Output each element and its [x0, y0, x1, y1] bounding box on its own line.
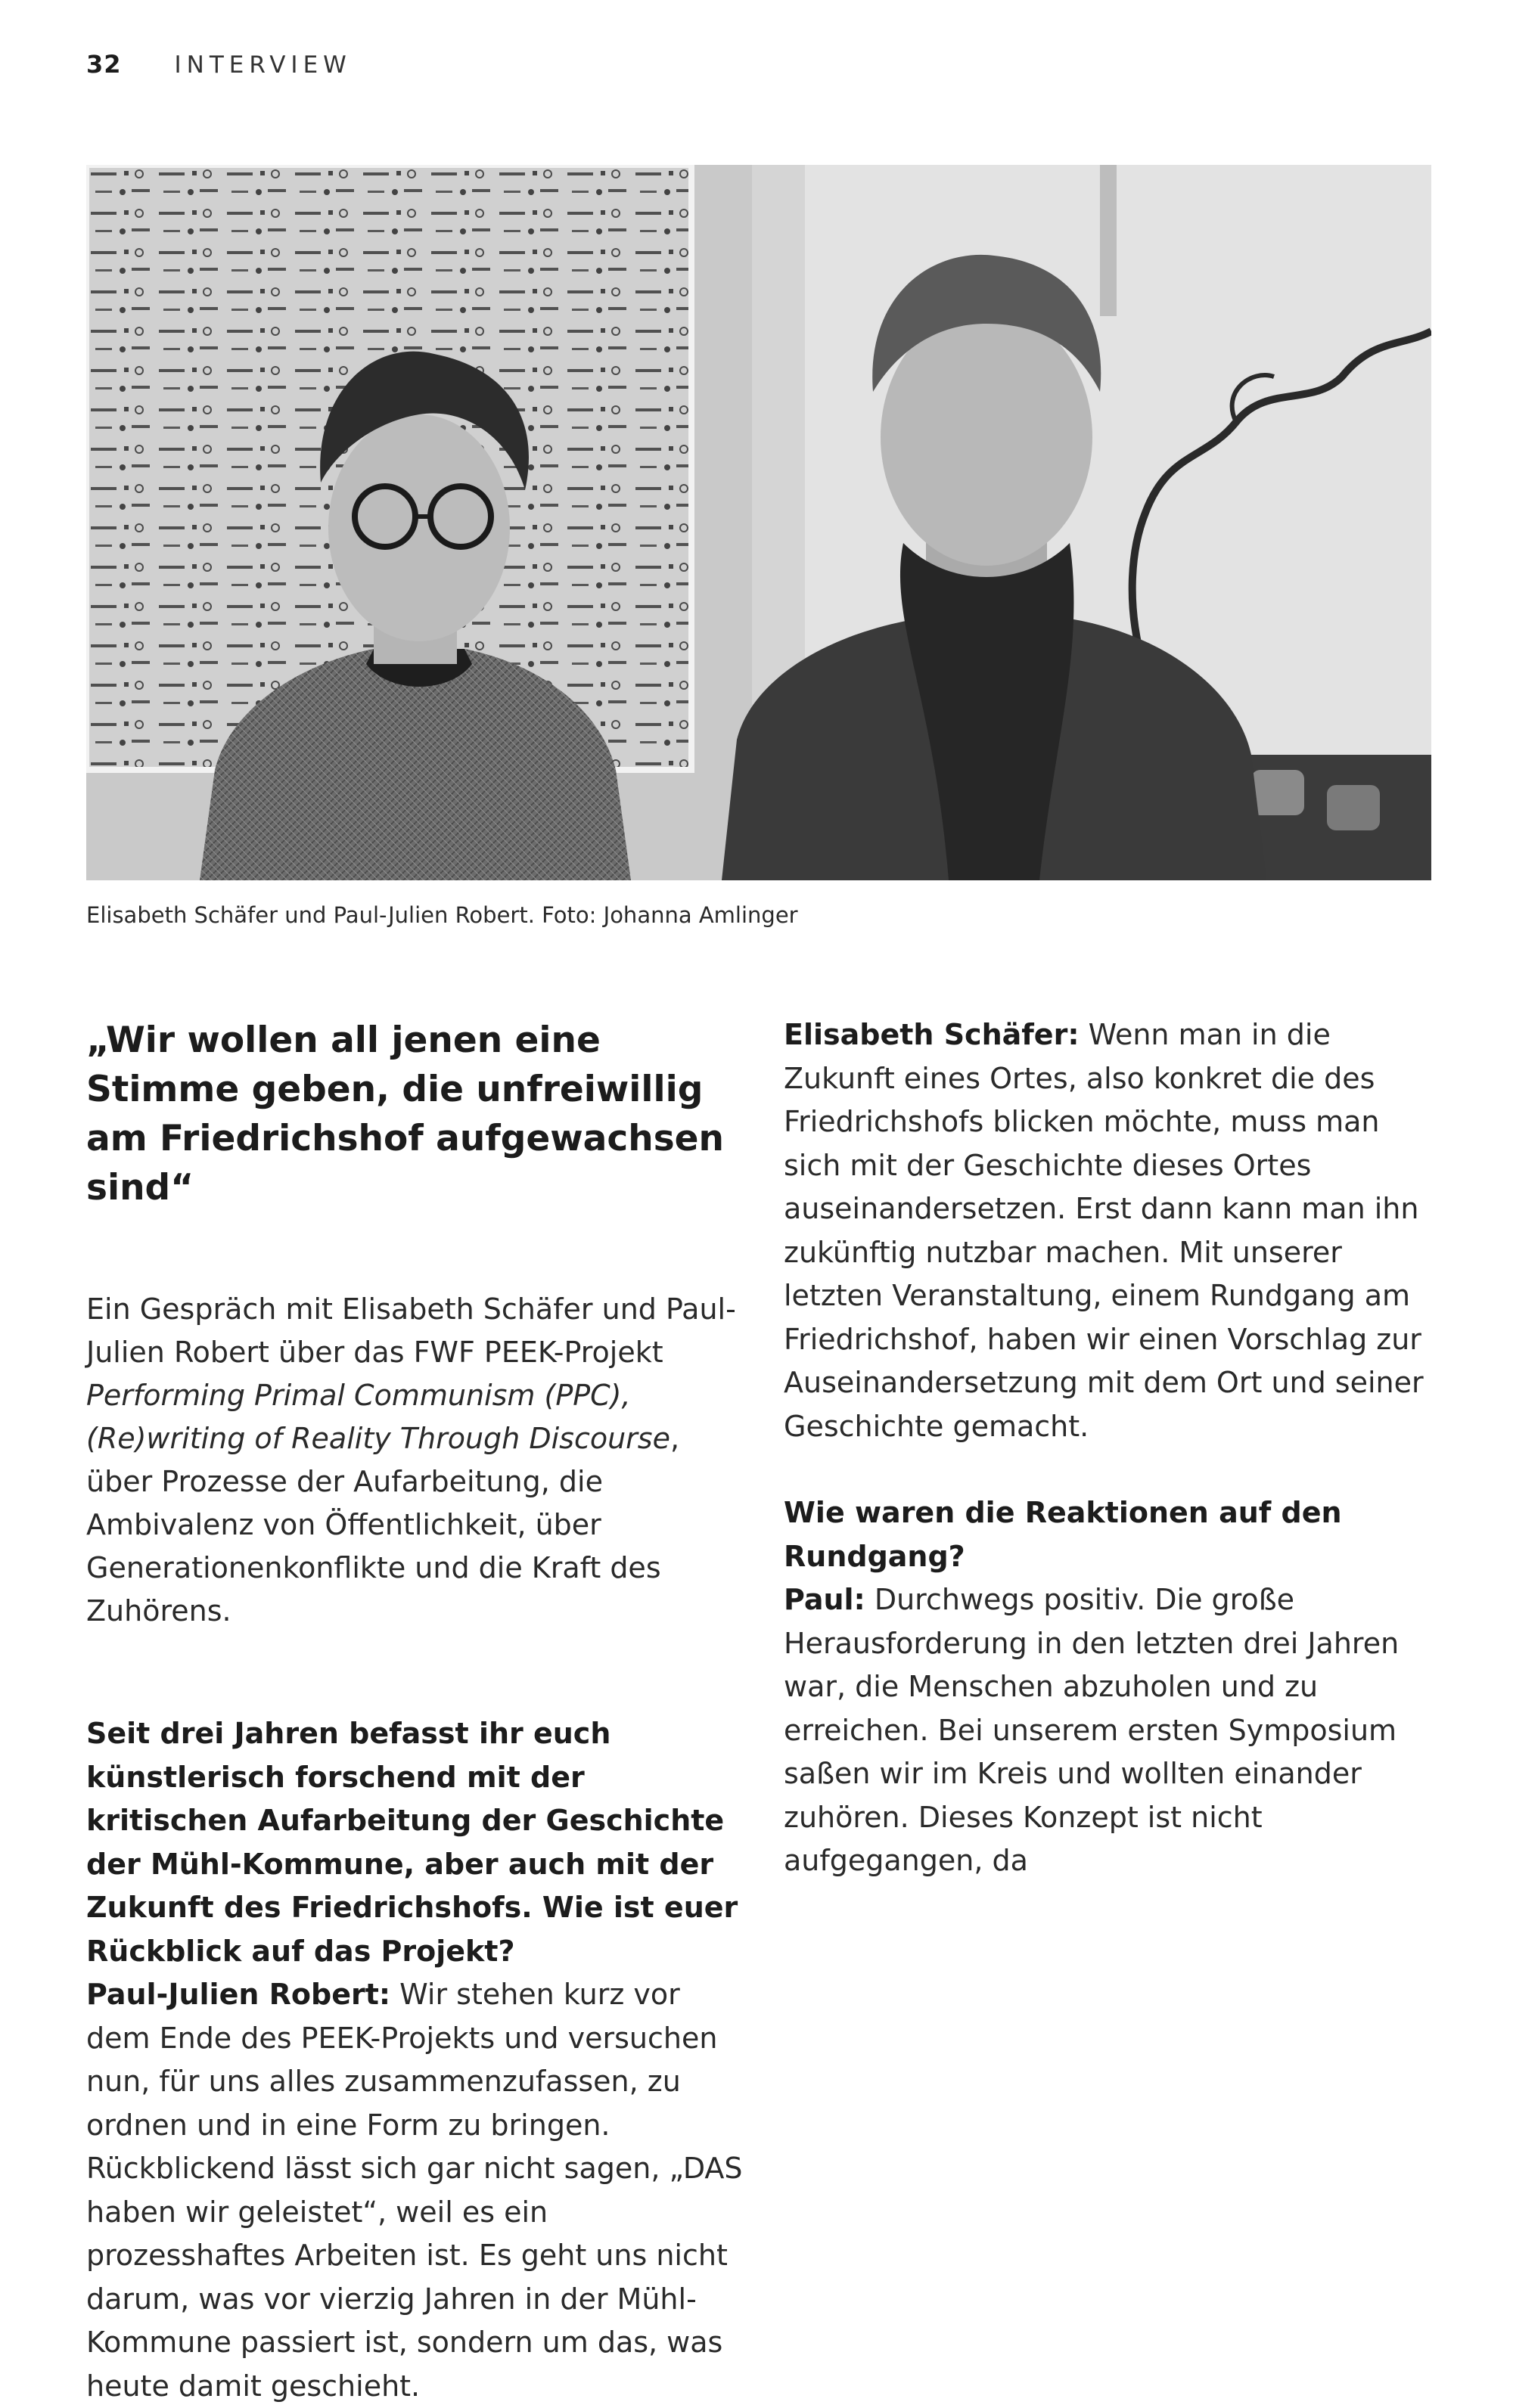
speaker-name: Paul: — [784, 1583, 865, 1616]
interview-question-2: Wie waren die Reaktionen auf den Rundgang? — [784, 1496, 1342, 1573]
interview-answer-2 — [784, 1013, 1442, 1448]
project-title: Performing Primal Communism (PPC), (Re)writing of Reality Through Discourse — [86, 1379, 670, 1455]
interview-answer-3 — [784, 1578, 1442, 1883]
speaker-name: Elisabeth Schäfer: — [784, 1018, 1080, 1051]
answer-text: Wenn man in die Zukunft eines Ortes, also konkret die des Friedrichshofs blicken möchte, muss man sich mit der Geschichte dieses Ortes auseinandersetzen. Erst dann kann man ihn zukünftig nutzbar machen. Mit unserer letzten Veranstaltung, einem Rundgang am Friedrichshof, haben wir einen Vorschlag zur Auseinandersetzung mit dem Ort und seiner Geschichte gemacht. — [784, 1018, 1424, 1443]
right-column — [784, 1013, 1442, 1883]
photo-caption: Elisabeth Schäfer und Paul-Julien Robert. Foto: Johanna Amlinger — [86, 902, 798, 928]
section-label: INTERVIEW — [174, 51, 352, 79]
page-number: 32 — [86, 50, 122, 79]
intro-text-end: , über Prozesse der Aufarbeitung, die Ambivalenz von Öffentlichkeit, über Generationenkonflikte und die Kraft des Zuhörens. — [86, 1422, 680, 1628]
left-column — [86, 1016, 752, 2408]
intro-text: Ein Gespräch mit Elisabeth Schäfer und Paul-Julien Robert über das FWF PEEK-Projekt — [86, 1292, 736, 1369]
portrait-photo — [86, 165, 1431, 880]
interview-question-1: Seit drei Jahren befasst ihr euch künstlerisch forschend mit der kritischen Aufarbeitung der Geschichte der Mühl-Kommune, aber auch mit der Zukunft des Friedrichshofs. Wie ist euer Rückblick auf das Projekt? — [86, 1717, 738, 1968]
article-intro — [86, 1288, 752, 1633]
page-header — [86, 50, 352, 79]
answer-text: Durchwegs positiv. Die große Herausforderung in den letzten drei Jahren war, die Menschen abzuholen und zu erreichen. Bei unserem ersten Symposium saßen wir im Kreis und wollten einander zuhören. Dieses Konzept ist nicht aufgegangen, da — [784, 1583, 1400, 1877]
interview-answer-1 — [86, 1973, 752, 2408]
speaker-name: Paul-Julien Robert: — [86, 1978, 391, 2011]
article-headline: „Wir wollen all jenen eine Stimme geben, die unfreiwillig am Friedrichshof aufgewachsen sind“ — [86, 1019, 725, 1209]
answer-text: Wir stehen kurz vor dem Ende des PEEK-Projekts und versuchen nun, für uns alles zusammenzufassen, zu ordnen und in eine Form zu bringen. Rückblickend lässt sich gar nicht sagen, „DAS haben wir geleistet“, weil es ein prozesshaftes Arbeiten ist. Es geht uns nicht darum, was vor vierzig Jahren in der Mühl-Kommune passiert ist, sondern um das, was heute damit geschieht. — [86, 1978, 743, 2403]
